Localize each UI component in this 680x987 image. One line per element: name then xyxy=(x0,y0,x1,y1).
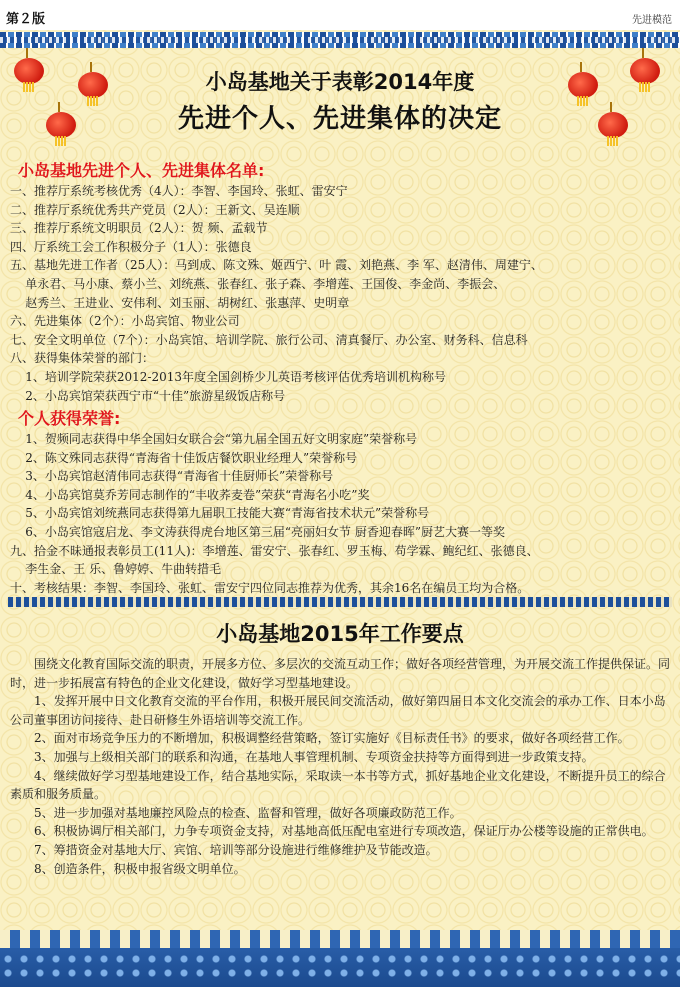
list-item: 五、基地先进工作者（25人）：马到成、陈文殊、姬西宁、叶 霞、刘艳燕、李 军、赵清伟、周建宁、 xyxy=(10,258,543,273)
list-item: 2、小岛宾馆荣获西宁市“十佳”旅游星级饭店称号 xyxy=(10,388,286,403)
list-item: 5、小岛宾馆刘统燕同志获得第九届职工技能大赛“青海省技术状元”荣誉称号 xyxy=(10,506,430,521)
plan-paragraph: 围绕文化教育国际交流的职责，开展多方位、多层次的交流互动工作；做好各项经营管理，为开展交流工作提供保证。同时，进一步拓展富有特色的企业文化建设，做好学习型基地建设。 xyxy=(10,657,671,690)
list-item: 6、小岛宾馆寇启龙、李文涛获得虎台地区第三届“亮丽妇女节 厨香迎春晖”厨艺大赛一等奖 xyxy=(10,524,505,539)
plan-paragraphs xyxy=(10,655,674,878)
list-item: 九、拾金不昧通报表彰员工(11人)：李增莲、雷安宁、张春红、罗玉梅、苟学霖、鲍纪红、张德良、 xyxy=(10,543,539,558)
honors-heading: 个人获得荣誉: xyxy=(18,409,121,428)
decision-title-line1: 小岛基地关于表彰2014年度 xyxy=(205,70,475,94)
list-item: 七、安全文明单位（7个）：小岛宾馆、培训学院、旅行公司、清真餐厅、办公室、财务科、信息科 xyxy=(10,332,528,347)
plan-paragraph: 4、继续做好学习型基地建设工作，结合基地实际，采取读一本书等方式，抓好基地企业文化建设，不断提升员工的综合素质和服务质量。 xyxy=(10,768,666,802)
plan-paragraph: 6、积极协调厅相关部门，力争专项资金支持，对基地高低压配电室进行专项改造，保证厅办公楼等设施的正常供电。 xyxy=(34,824,654,839)
list-item: 赵秀兰、王进业、安伟利、刘玉丽、胡树红、张惠萍、史明章 xyxy=(10,295,350,310)
list-item: 一、推荐厅系统考核优秀（4人）：李智、李国玲、张虹、雷安宁 xyxy=(10,184,348,198)
plan-title: 小岛基地2015年工作要点 xyxy=(216,622,464,646)
list-item: 4、小岛宾馆莫乔芳同志制作的“丰收荞麦卷”荣获“青海名小吃”奖 xyxy=(10,487,370,502)
list-item: 六、先进集体（2个）：小岛宾馆、物业公司 xyxy=(10,314,240,329)
section-divider xyxy=(8,597,672,607)
page-header xyxy=(0,0,680,30)
list-item: 3、小岛宾馆赵清伟同志获得“青海省十佳厨师长”荣誉称号 xyxy=(10,469,334,484)
plan-paragraph: 5、进一步加强对基地廉控风险点的检查、监督和管理，做好各项廉政防范工作。 xyxy=(34,805,462,820)
plan-paragraph: 7、筹措资金对基地大厅、宾馆、培训等部分设施进行维修维护及节能改造。 xyxy=(34,842,438,857)
list-item: 1、培训学院荣获2012-2013年度全国剑桥少儿英语考核评估优秀培训机构称号 xyxy=(10,369,447,384)
award-list xyxy=(10,182,674,405)
plan-paragraph: 3、加强与上级相关部门的联系和沟通，在基地人事管理机制、专项资金扶持等方面得到进一步政策支持。 xyxy=(34,749,594,764)
section-label: 先进模范 xyxy=(632,15,672,26)
list-item: 2、陈文殊同志获得“青海省十佳饭店餐饮职业经理人”荣誉称号 xyxy=(10,450,358,465)
list-item: 三、推荐厅系统文明职员（2人）：贺 频、孟载节 xyxy=(10,221,268,236)
list-item: 单永君、马小康、蔡小兰、刘统燕、张春红、张子森、李增莲、王国俊、李金尚、李振会、 xyxy=(10,276,506,291)
list-item: 1、贺频同志获得中华全国妇女联合会“第九届全国五好文明家庭”荣誉称号 xyxy=(10,432,418,446)
edition-label: 第２版 xyxy=(6,11,46,26)
top-decorative-border xyxy=(0,32,680,48)
plan-paragraph: 2、面对市场竞争压力的不断增加，积极调整经营策略，签订实施好《目标责任书》的要求，做好各项经营工作。 xyxy=(34,731,630,746)
list-item: 四、厅系统工会工作积极分子（1人）：张德良 xyxy=(10,239,252,254)
list-item: 十、考核结果：李智、李国玲、张虹、雷安宁四位同志推荐为优秀，其余16名在编员工均为合格。 xyxy=(10,580,530,595)
plan-paragraph: 1、发挥开展中日文化教育交流的平台作用，积极开展民间交流活动，做好第四届日本文化交流会的承办工作、日本小岛公司董事团访问接待、赴日研修生外语培训等交流工作。 xyxy=(10,694,666,727)
list-item: 李生金、王 乐、鲁婷婷、牛曲转措毛 xyxy=(10,562,222,577)
list-heading: 小岛基地先进个人、先进集体名单: xyxy=(18,161,265,180)
list-item: 二、推荐厅系统优秀共产党员（2人）：王新文、吴连顺 xyxy=(10,202,300,217)
decision-title-line2: 先进个人、先进集体的决定 xyxy=(177,104,502,134)
honors-list xyxy=(10,430,674,597)
bottom-decorative-border xyxy=(0,930,680,987)
plan-paragraph: 8、创造条件，积极申报省级文明单位。 xyxy=(34,861,246,876)
list-item: 八、获得集体荣誉的部门： xyxy=(10,351,155,366)
